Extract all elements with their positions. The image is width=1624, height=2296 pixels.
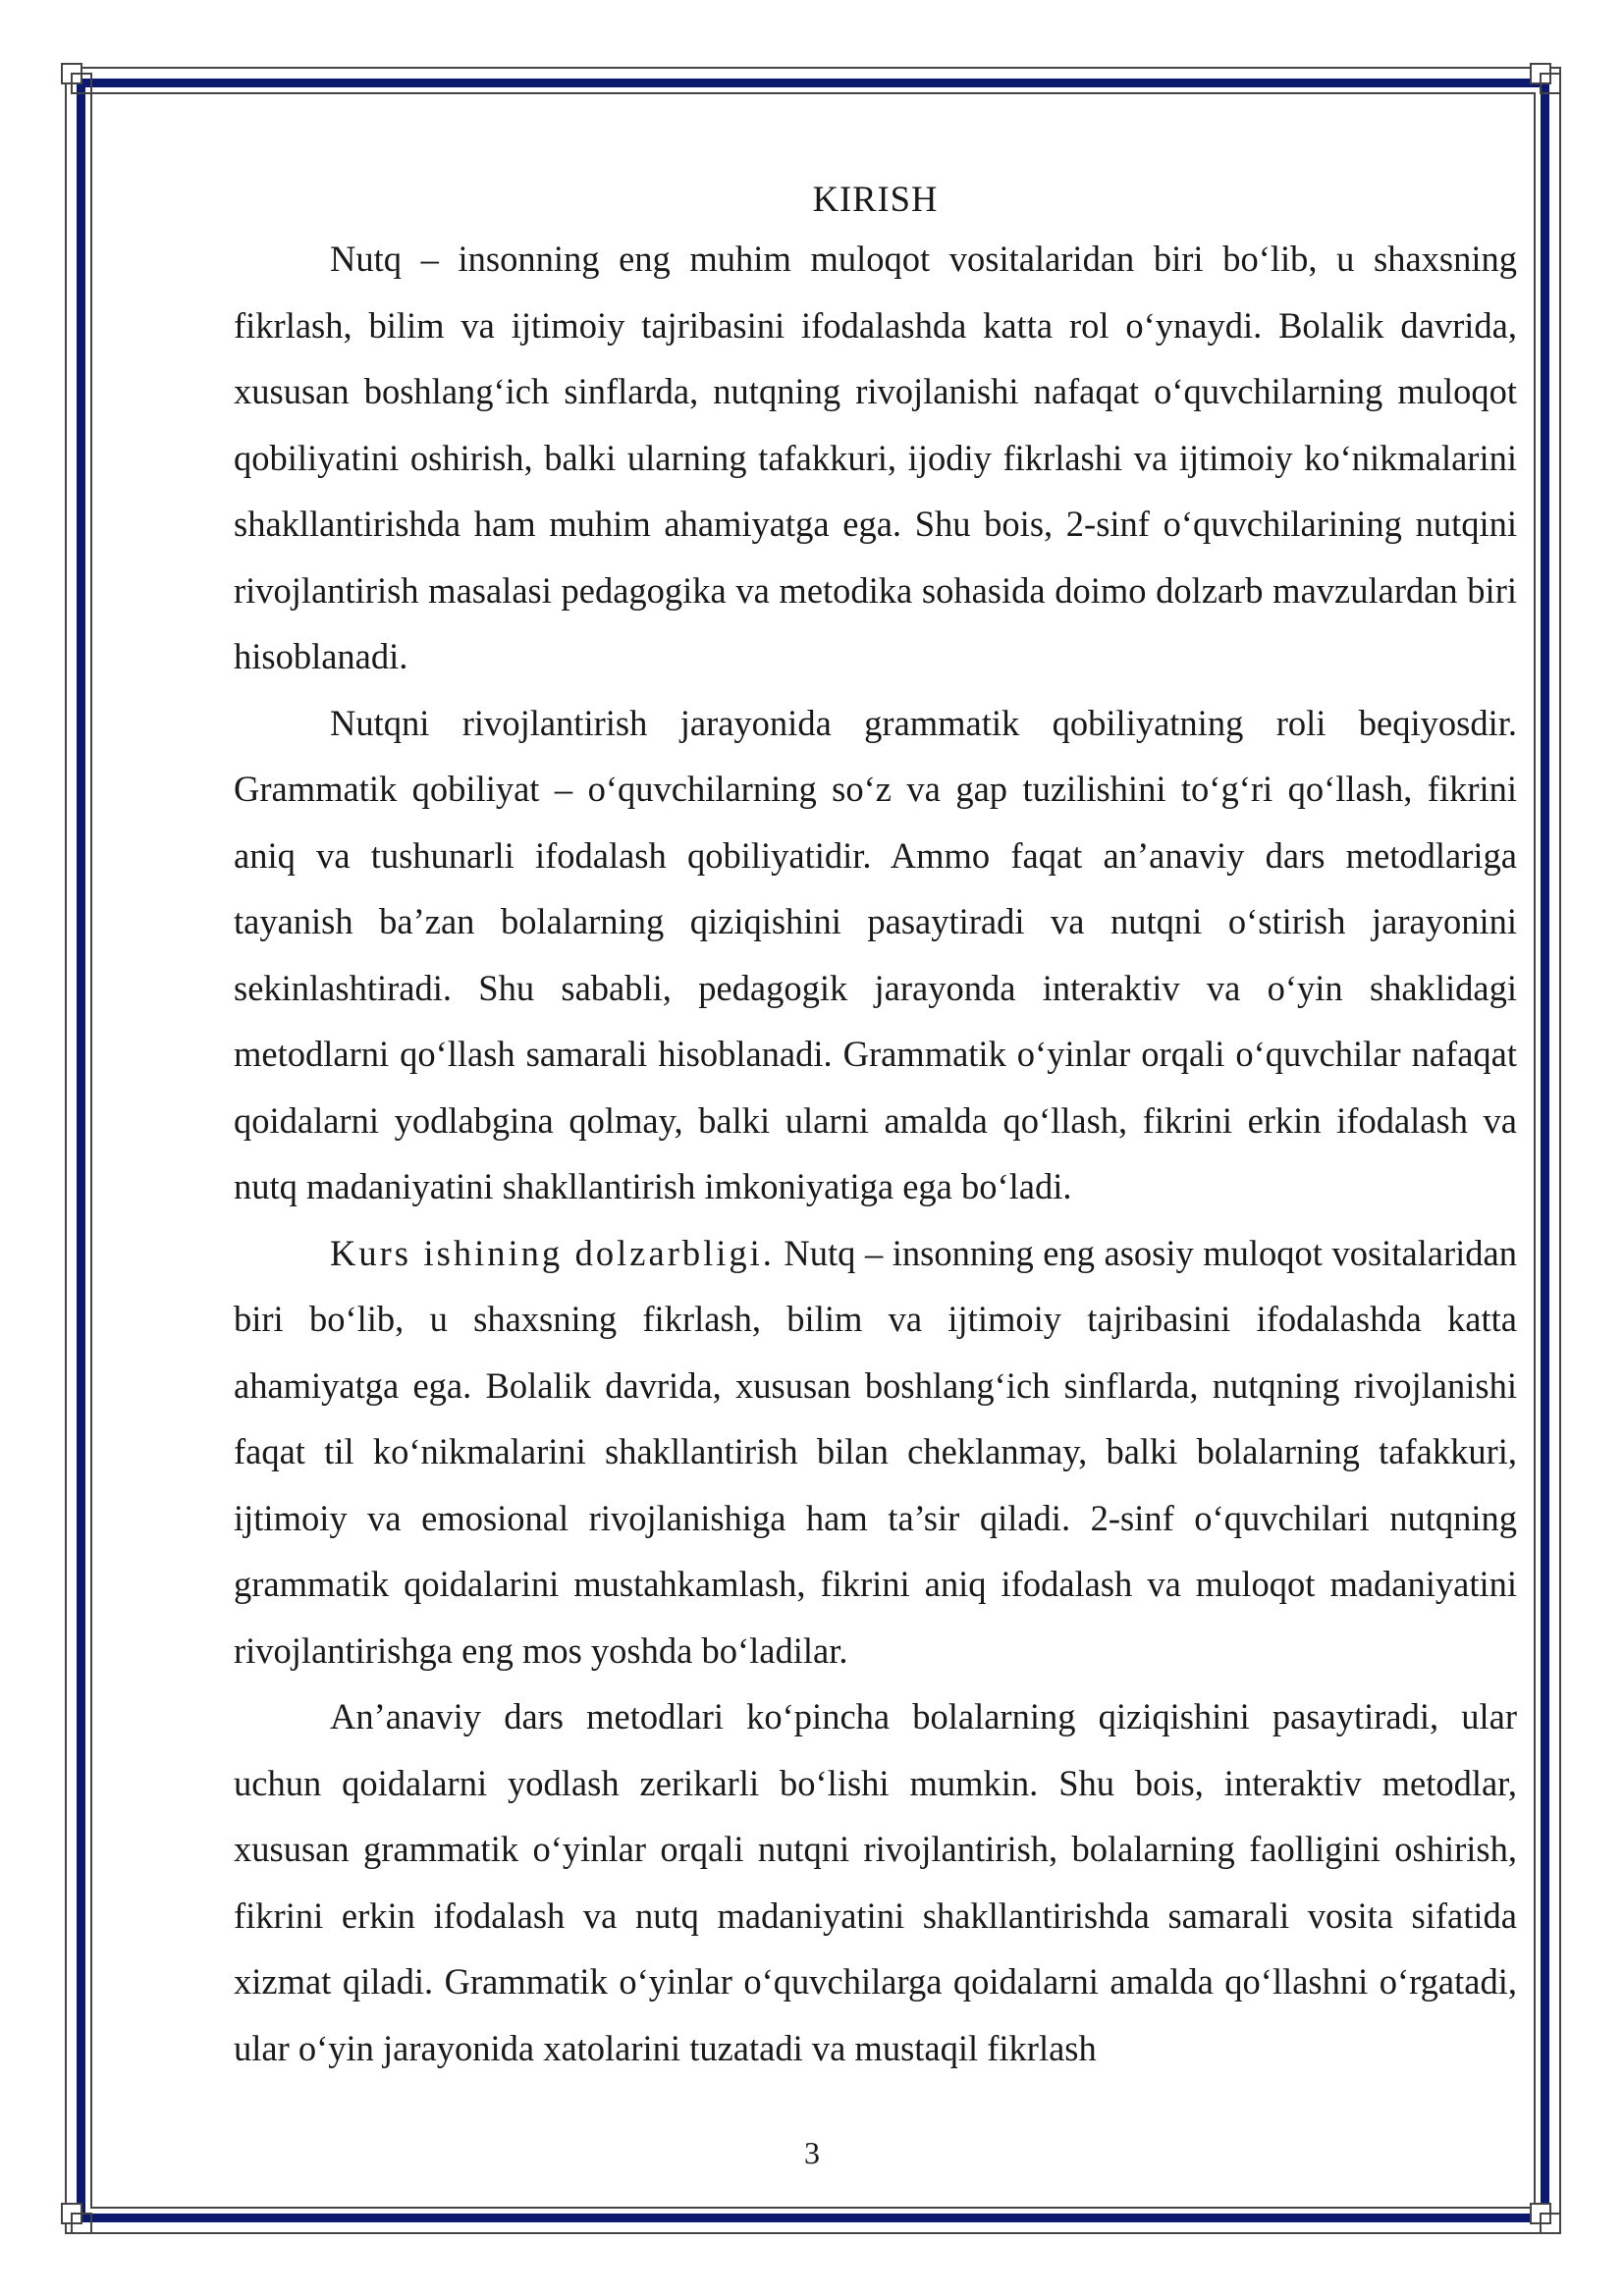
paragraph-methods: An’anaviy dars metodlari ko‘pincha bolalarning qiziqishini pasaytiradi, ular uchun qoidalarni yodlash zerikarli bo‘lishi mumkin. Shu bois, interaktiv metodlar, xususan grammatik o‘yinlar orqali nutqni rivojlantirish, bolalarning faolligini oshirish, fikrini erkin ifodalash va nutq madaniyatini shakllantirishda samarali vosita sifatida xizmat qiladi. Grammatik o‘yinlar o‘quvchilarga qoidalarni amaldа qo‘llashni o‘rgatadi, ular o‘yin jarayonida xatolarini tuzatadi va mustaqil fikrlash <box>234 1696 1517 2068</box>
paragraph-intro: Nutq – insonning eng muhim muloqot vositalaridan biri bo‘lib, u shaxsning fikrlash, bilim va ijtimoiy tajribasini ifodalashda katta rol o‘ynaydi. Bolalik davrida, xususan boshlang‘ich sinflarda, nutqning rivojlanishi nafaqat o‘quvchilarning muloqot qobiliyatini oshirish, balki ularning tafakkuri, ijodiy fikrlashi va ijtimoiy ko‘nikmalarini shakllantirishda ham muhim ahamiyatga ega. Shu bois, 2-sinf o‘quvchilarining nutqini rivojlantirish masalasi pedagogika va metodika sohasida doimo dolzarb mavzulardan biri hisoblanadi. <box>234 239 1517 676</box>
page-number: 3 <box>804 2135 820 2170</box>
document-body <box>234 177 1517 2081</box>
relevance-label: Kurs ishining dolzarbligi. <box>330 1232 775 1273</box>
border-corner-ornament <box>1530 2203 1563 2236</box>
section-heading: KIRISH <box>812 179 939 219</box>
paragraph-grammar: Nutqni rivojlantirish jarayonida grammatik qobiliyatning roli beqiyosdir. Grammatik qobiliyat – o‘quvchilarning so‘z va gap tuzilishini to‘g‘ri qo‘llash, fikrini aniq va tushunarli ifodalash qobiliyatidir. Ammo faqat an’anaviy dars metodlariga tayanish ba’zan bolalarning qiziqishini pasaytiradi va nutqni o‘stirish jarayonini sekinlashtiradi. Shu sababli, pedagogik jarayonda interaktiv va o‘yin shaklidagi metodlarni qo‘llash samarali hisoblanadi. Grammatik o‘yinlar orqali o‘quvchilar nafaqat qoidalarni yodlabgina qolmay, balki ularni amaldа qo‘llash, fikrini erkin ifodalash va nutq madaniyatini shakllantirish imkoniyatiga ega bo‘ladi. <box>234 702 1517 1206</box>
paragraph-relevance <box>234 1220 1517 1684</box>
relevance-text: Nutq – insonning eng asosiy muloqot vositalaridan biri bo‘lib, u shaxsning fikrlash, bilim va ijtimoiy tajribasini ifodalashda katta ahamiyatga ega. Bolalik davrida, xususan boshlang‘ich sinflarda, nutqning rivojlanishi faqat til ko‘nikmalarini shakllantirish bilan cheklanmay, balki bolalarning tafakkuri, ijtimoiy va emosional rivojlanishiga ham ta’sir qiladi. 2-sinf o‘quvchilari nutqning grammatik qoidalarini mustahkamlash, fikrini aniq ifodalash va muloqot madaniyatini rivojlantirishga eng mos yoshda bo‘ladilar. <box>234 1232 1517 1671</box>
border-corner-ornament <box>1530 63 1563 96</box>
border-corner-ornament <box>61 63 94 96</box>
border-corner-ornament <box>61 2203 94 2236</box>
